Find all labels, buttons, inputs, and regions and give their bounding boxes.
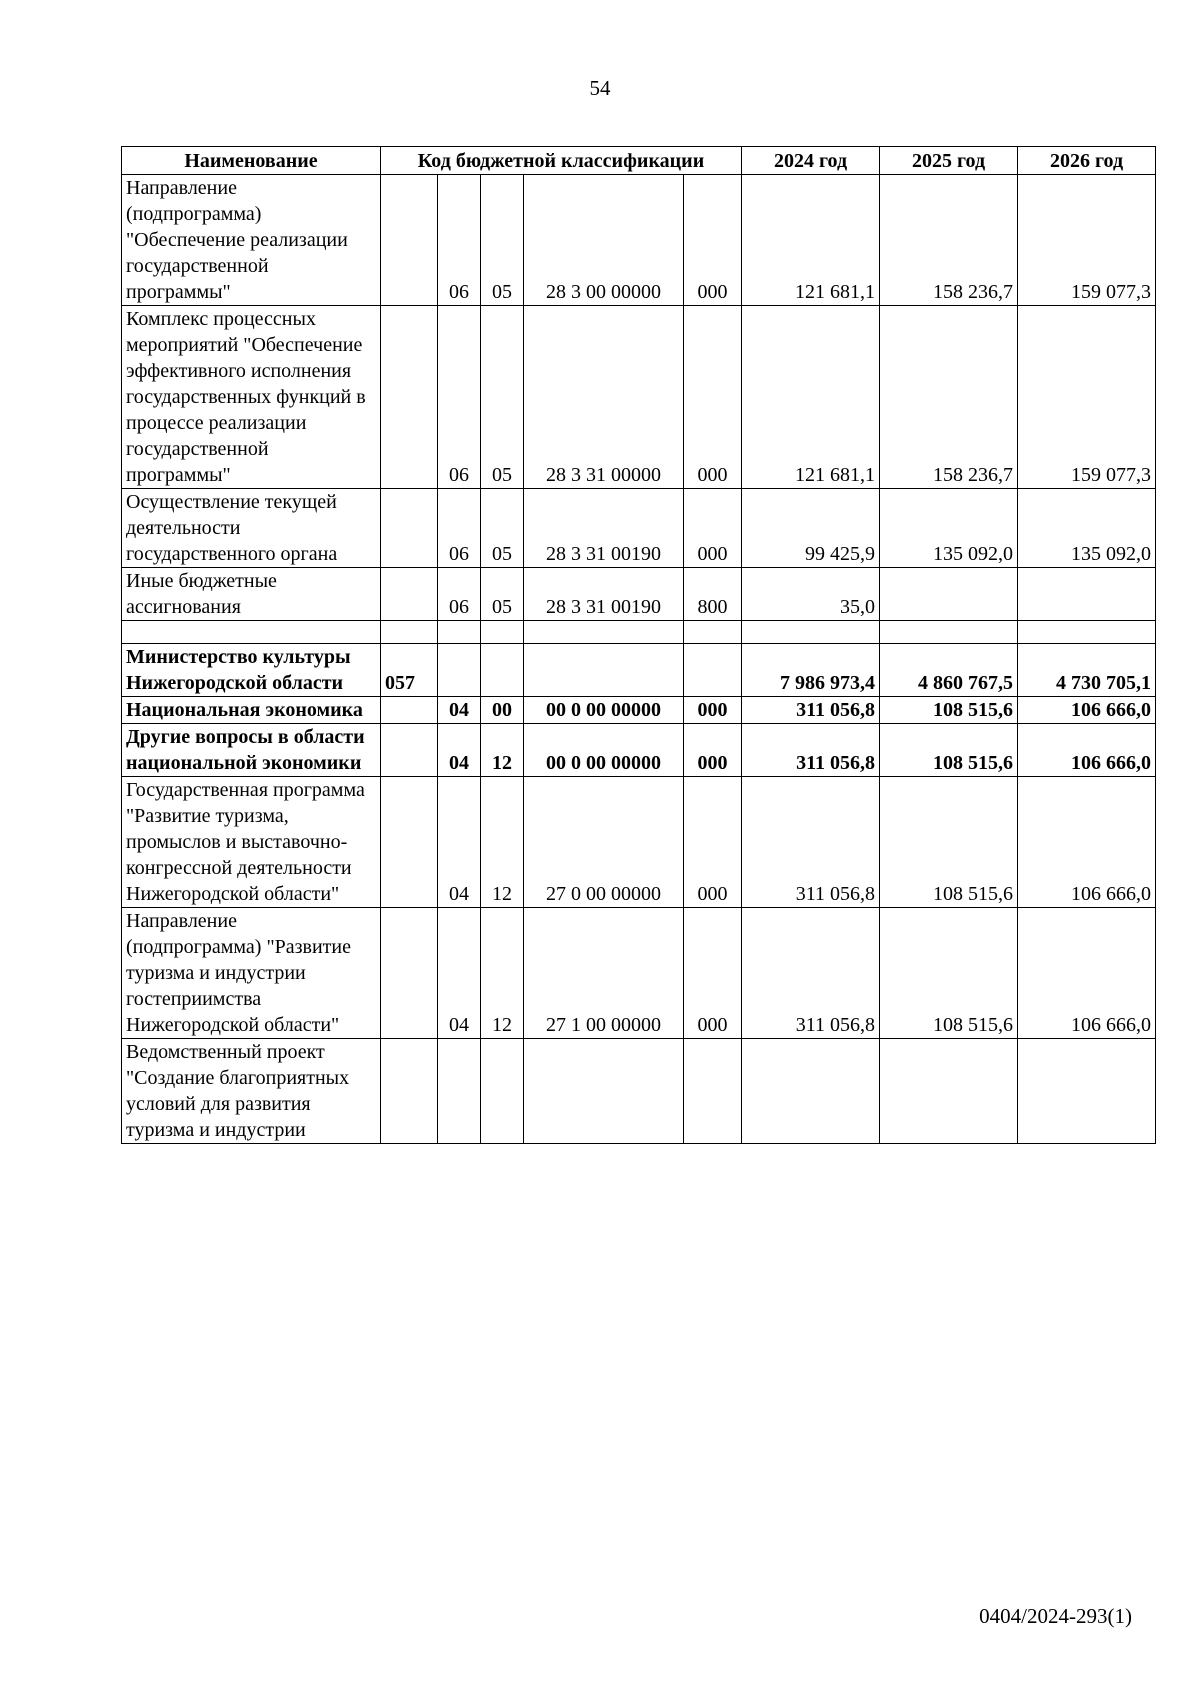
table-row [122,724,1156,777]
row-2025: 158 236,7 [880,175,1018,306]
row-section [438,1039,481,1144]
header-code: Код бюджетной классификации [381,147,742,175]
empty-cell [122,621,381,644]
header-row [122,147,1156,175]
row-dept [381,908,438,1039]
row-section: 06 [438,306,481,489]
row-2026: 4 730 705,1 [1018,644,1156,697]
row-dept [381,175,438,306]
empty-cell [438,621,481,644]
row-2025 [880,1039,1018,1144]
row-2026: 159 077,3 [1018,175,1156,306]
row-2025: 4 860 767,5 [880,644,1018,697]
row-expense-type: 000 [684,489,742,568]
row-expense-type: 000 [684,777,742,908]
row-dept [381,724,438,777]
row-name: Другие вопросы в области национальной экономики [122,724,381,777]
header-2024: 2024 год [742,147,880,175]
row-2025: 135 092,0 [880,489,1018,568]
table-row [122,644,1156,697]
header-2025: 2025 год [880,147,1018,175]
table-row [122,908,1156,1039]
row-expense-type: 800 [684,568,742,621]
row-section: 04 [438,697,481,724]
row-name: Направление (подпрограмма) "Развитие туризма и индустрии гостеприимства Нижегородской области" [122,908,381,1039]
row-2024: 121 681,1 [742,175,880,306]
empty-cell [524,621,684,644]
row-name: Министерство культуры Нижегородской области [122,644,381,697]
row-subsection: 12 [481,908,524,1039]
row-section: 04 [438,777,481,908]
row-2024: 121 681,1 [742,306,880,489]
spacer-row [122,621,1156,644]
row-2025: 108 515,6 [880,724,1018,777]
row-target: 28 3 31 00000 [524,306,684,489]
table-row [122,489,1156,568]
row-2024: 311 056,8 [742,697,880,724]
row-2026 [1018,568,1156,621]
row-expense-type: 000 [684,175,742,306]
row-section: 04 [438,908,481,1039]
row-2024: 7 986 973,4 [742,644,880,697]
row-2024: 311 056,8 [742,724,880,777]
row-name: Осуществление текущей деятельности государственного органа [122,489,381,568]
row-target: 00 0 00 00000 [524,724,684,777]
row-target: 27 1 00 00000 [524,908,684,1039]
table-row [122,1039,1156,1144]
empty-cell [1018,621,1156,644]
row-target: 28 3 31 00190 [524,568,684,621]
row-2026: 106 666,0 [1018,724,1156,777]
row-section: 06 [438,489,481,568]
row-name: Ведомственный проект "Создание благоприятных условий для развития туризма и индустрии [122,1039,381,1144]
row-dept [381,306,438,489]
empty-cell [684,621,742,644]
table-row [122,175,1156,306]
row-2026: 135 092,0 [1018,489,1156,568]
row-name: Иные бюджетные ассигнования [122,568,381,621]
row-target: 27 0 00 00000 [524,777,684,908]
row-2026: 159 077,3 [1018,306,1156,489]
row-2024: 35,0 [742,568,880,621]
row-subsection: 00 [481,697,524,724]
empty-cell [880,621,1018,644]
table-row [122,697,1156,724]
row-2024: 99 425,9 [742,489,880,568]
empty-cell [742,621,880,644]
row-dept [381,489,438,568]
row-subsection: 05 [481,489,524,568]
row-expense-type: 000 [684,908,742,1039]
row-target: 28 3 00 00000 [524,175,684,306]
row-dept: 057 [381,644,438,697]
page-number: 54 [589,76,611,100]
row-section: 06 [438,175,481,306]
empty-cell [381,621,438,644]
row-subsection: 05 [481,568,524,621]
row-expense-type: 000 [684,697,742,724]
row-name: Комплекс процессных мероприятий "Обеспечение эффективного исполнения государственных функций в процессе реализации государственной программы" [122,306,381,489]
row-dept [381,777,438,908]
budget-table [121,146,1156,1144]
row-expense-type [684,1039,742,1144]
row-2025 [880,568,1018,621]
row-2026: 106 666,0 [1018,908,1156,1039]
document-code: 0404/2024-293(1) [979,1604,1132,1628]
row-2024: 311 056,8 [742,908,880,1039]
empty-cell [481,621,524,644]
header-name: Наименование [122,147,381,175]
row-2025: 108 515,6 [880,777,1018,908]
row-2026 [1018,1039,1156,1144]
row-subsection [481,644,524,697]
row-name: Направление (подпрограмма) "Обеспечение реализации государственной программы" [122,175,381,306]
row-2026: 106 666,0 [1018,697,1156,724]
row-2025: 108 515,6 [880,908,1018,1039]
row-target: 28 3 31 00190 [524,489,684,568]
row-dept [381,1039,438,1144]
row-subsection: 05 [481,306,524,489]
row-name: Государственная программа "Развитие туризма, промыслов и выставочно-конгрессной деятельности Нижегородской области" [122,777,381,908]
row-section: 04 [438,724,481,777]
row-section: 06 [438,568,481,621]
table-row [122,306,1156,489]
table-row [122,777,1156,908]
row-expense-type [684,644,742,697]
row-subsection [481,1039,524,1144]
row-expense-type: 000 [684,306,742,489]
row-2024: 311 056,8 [742,777,880,908]
row-subsection: 12 [481,777,524,908]
row-2025: 158 236,7 [880,306,1018,489]
row-dept [381,697,438,724]
row-target [524,644,684,697]
row-expense-type: 000 [684,724,742,777]
row-2025: 108 515,6 [880,697,1018,724]
row-dept [381,568,438,621]
row-target: 00 0 00 00000 [524,697,684,724]
row-name: Национальная экономика [122,697,381,724]
row-section [438,644,481,697]
row-2026: 106 666,0 [1018,777,1156,908]
row-subsection: 12 [481,724,524,777]
row-2024 [742,1039,880,1144]
row-target [524,1039,684,1144]
row-subsection: 05 [481,175,524,306]
table-row [122,568,1156,621]
header-2026: 2026 год [1018,147,1156,175]
